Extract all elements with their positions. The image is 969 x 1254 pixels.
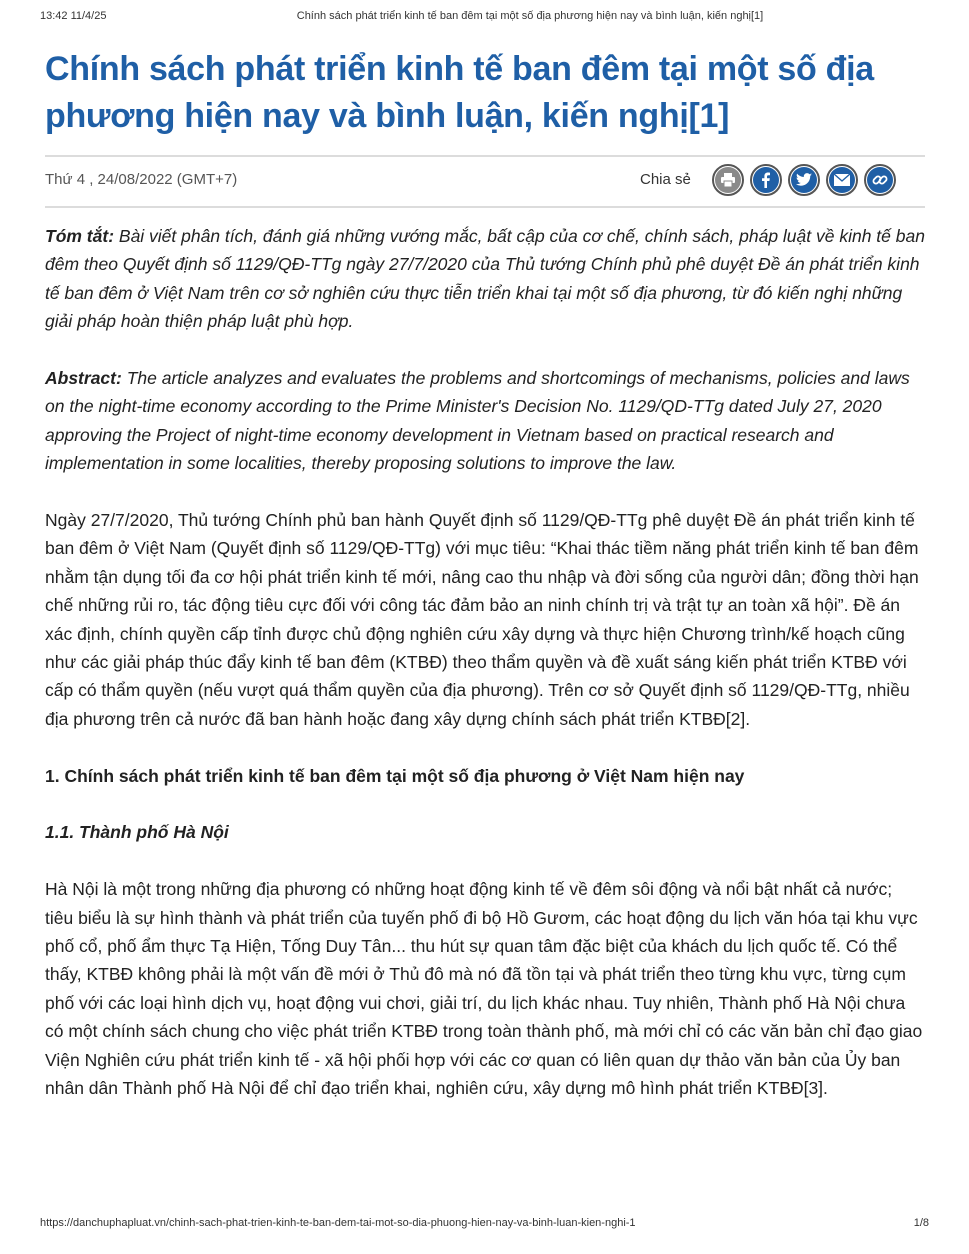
article-body (45, 222, 925, 1103)
summary-en (45, 364, 925, 478)
print-header (0, 10, 969, 26)
print-doc-title: Chính sách phát triển kinh tế ban đêm tại một số địa phương hiện nay và bình luận, kiến nghị[1] (296, 10, 764, 22)
share-toolbar (712, 164, 896, 200)
facebook-share-button[interactable] (750, 164, 782, 196)
print-button[interactable] (712, 164, 744, 196)
twitter-share-button[interactable] (788, 164, 820, 196)
article-date: Thứ 4 , 24/08/2022 (GMT+7) (45, 171, 238, 188)
link-icon (872, 172, 888, 188)
page-url: https://danchuphapluat.vn/chinh-sach-phat-trien-kinh-te-ban-dem-tai-mot-so-dia-phuong-hien-nay-va-binh-luan-kien-nghi-1 (40, 1217, 636, 1229)
page-number: 1/8 (913, 1217, 929, 1229)
abstract-label: Abstract: (45, 368, 122, 389)
facebook-icon (759, 172, 773, 188)
email-icon (834, 174, 850, 186)
divider-top (45, 155, 925, 157)
summary-vi-text: Bài viết phân tích, đánh giá những vướng mắc, bất cập của cơ chế, chính sách, pháp luật về kinh tế ban đêm theo Quyết định số 1129/QĐ-TTg ngày 27/7/2020 của Thủ tướng Chính phủ phê duyệt Đề án phát triển kinh tế ban đêm ở Việt Nam trên cơ sở nghiên cứu thực tiễn triển khai tại một số địa phương, từ đó kiến nghị những giải pháp hoàn thiện pháp luật phù hợp. (45, 226, 925, 332)
abstract-text: The article analyzes and evaluates the problems and shortcomings of mechanisms, policies and laws on the night-time economy according to the Prime Minister's Decision No. 1129/QD-TTg dated July 27, 2020 approving the Project of night-time economy development in Vietnam based on practical research and implementation in some localities, thereby proposing solutions to improve the law. (45, 368, 910, 474)
print-footer (0, 1217, 969, 1233)
article-title: Chính sách phát triển kinh tế ban đêm tại một số địa phương hiện nay và bình luận, kiến nghị[1] (45, 50, 874, 135)
copy-link-button[interactable] (864, 164, 896, 196)
section-heading-1-1: 1.1. Thành phố Hà Nội (45, 822, 229, 843)
divider-bottom (45, 206, 925, 208)
paragraph-intro: Ngày 27/7/2020, Thủ tướng Chính phủ ban hành Quyết định số 1129/QĐ-TTg phê duyệt Đề án phát triển kinh tế ban đêm ở Việt Nam (Quyết định số 1129/QĐ-TTg) với mục tiêu: “Khai thác tiềm năng phát triển kinh tế ban đêm nhằm tận dụng tối đa cơ hội phát triển kinh tế mới, nâng cao thu nhập và đời sống của người dân; đồng thời hạn chế những rủi ro, tác động tiêu cực đối với công tác đảm bảo an ninh chính trị và trật tự an toàn xã hội”. Đề án xác định, chính quyền cấp tỉnh được chủ động nghiên cứu xây dựng và thực hiện Chương trình/kế hoạch cũng như các giải pháp thúc đẩy kinh tế ban đêm (KTBĐ) theo thẩm quyền và đề xuất sáng kiến phát triển KTBĐ với cấp có thẩm quyền (nếu vượt quá thẩm quyền của địa phương). Trên cơ sở Quyết định số 1129/QĐ-TTg, nhiều địa phương trên cả nước đã ban hành hoặc đang xây dựng chính sách phát triển KTBĐ[2]. (45, 510, 919, 729)
print-icon (720, 172, 736, 188)
twitter-icon (796, 173, 812, 187)
share-label: Chia sẻ (640, 171, 691, 188)
print-timestamp: 13:42 11/4/25 (40, 10, 107, 22)
summary-vi-label: Tóm tắt: (45, 226, 115, 246)
paragraph-hanoi: Hà Nội là một trong những địa phương có những hoạt động kinh tế về đêm sôi động và nổi bật nhất cả nước; tiêu biểu là sự hình thành và phát triển của tuyến phố đi bộ Hồ Gươm, các hoạt động du lịch văn hóa tại khu vực phố cổ, phố ẩm thực Tạ Hiện, Tống Duy Tân... thu hút sự quan tâm đặc biệt của khách du lịch quốc tế. Có thể thấy, KTBĐ không phải là một vấn đề mới ở Thủ đô mà nó đã tồn tại và phát triển theo từng khu vực, từng cụm phố với các loại hình dịch vụ, hoạt động vui chơi, giải trí, du lịch khác nhau. Tuy nhiên, Thành phố Hà Nội chưa có một chính sách chung cho việc phát triển KTBĐ trong toàn thành phố, mà mới chỉ có các văn bản chỉ đạo giao Viện Nghiên cứu phát triển kinh tế - xã hội phối hợp với các cơ quan có liên quan dự thảo văn bản của Ủy ban nhân dân Thành phố Hà Nội để chỉ đạo triển khai, nghiên cứu, xây dựng mô hình phát triển KTBĐ[3]. (45, 879, 923, 1099)
email-share-button[interactable] (826, 164, 858, 196)
summary-vi (45, 222, 925, 336)
section-heading-1: 1. Chính sách phát triển kinh tế ban đêm tại một số địa phương ở Việt Nam hiện nay (45, 765, 745, 786)
